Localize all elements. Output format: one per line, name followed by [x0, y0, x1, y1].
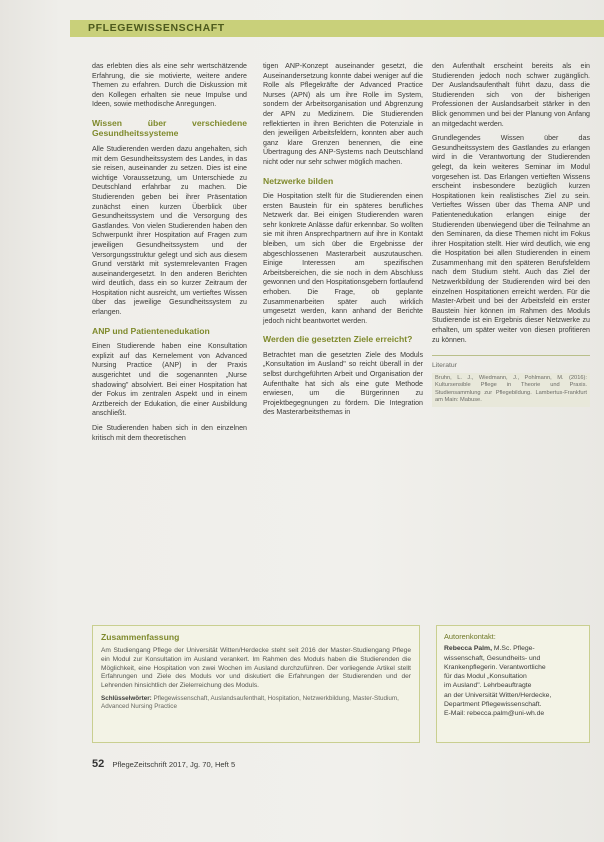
author-name: Rebecca Palm, [444, 645, 492, 653]
literature-heading: Literatur [432, 355, 590, 371]
author-line: Department Pflegewissenschaft. [444, 701, 542, 709]
summary-title: Zusammenfassung [101, 632, 180, 642]
paragraph: Grundlegendes Wissen über das Gesundheitssystem des Gastlandes zu erlangen wird in die Verantwortung der Studierenden gelegt, da kein weiteres Seminar im Modul vorgesehen ist. Das Erlangen vertieften Wissens erscheint insbesondere bezüglich kurzen Hospitationen kein realistisches Ziel zu sein. Vertieftes Wissen über das Thema ANP und Patientenedukation erlangen einige der Studierenden überwiegend über die Teilnahme an den Seminaren, da diese Themen nicht im Fokus ihrer Hospitation stellt. Hier wird deutlich, wie eng die Hospitation bei allen Studierenden in einem Zusammenhang mit den späteren Berufsfeldern nach dem Studium steht. Auch das Ziel der Netzwerkbildung der Studierenden wird bei den einzelnen Hospitationen erreicht werden. Für die Master-Arbeit und bei der Arbeitsfeld ein erster Baustein hier können im Rahmen des Moduls Studierende ist ein Ergebnis dieser Netzwerke zu erhalten, um später weiter von diesen profitieren zu können. [432, 134, 590, 344]
author-line: M.Sc. Pflege- [493, 645, 535, 653]
column-3 [432, 62, 590, 407]
author-contact-title: Autorenkontakt: [444, 632, 496, 641]
author-line: an der Universität Witten/Herdecke, [444, 691, 552, 699]
column-2 [263, 62, 423, 423]
author-email[interactable]: E-Mail: rebecca.palm@uni-wh.de [444, 710, 545, 718]
paragraph: Betrachtet man die gesetzten Ziele des Moduls „Konsultation im Ausland" so reicht überall in der selbst durchgeführten Arbeit und Organisation der Aufenthalte hat sich als eine gute Methode erwiesen, um die Bürgerinnen zu Projektbegegnungen zu fördern. Die Integration des Masterarbeitsthemas in [263, 350, 423, 417]
summary-text: Am Studiengang Pflege der Universität Witten/Herdecke steht seit 2016 der Master-Studiengang Pflege ein Modul zur Konsultation im Ausland verankert. Im Rahmen des Moduls haben die Studierenden die Möglichkeit, eine Hospitation von zwei Wochen im Ausland durchzuführen. Der vorliegende Artikel stellt Erfahrungen und Ziele des Moduls vor und diskutiert die Erfahrungen der Studierenden und der Lehrenden hinsichtlich der Zielerreichung des Moduls. [101, 647, 411, 690]
summary-box [92, 625, 420, 743]
author-line: für das Modul „Konsultation [444, 673, 527, 681]
author-line: im Ausland". Lehrbeauftragte [444, 682, 532, 690]
section-header-bar [70, 20, 604, 37]
author-line: Krankenpflegerin. Verantwortliche [444, 663, 546, 671]
paragraph: Alle Studierenden werden dazu angehalten, sich mit dem Gesundheitssystem des Landes, in das sie reisen, auseinander zu setzen. Dies ist eine wichtige Voraussetzung, um Unterschiede zu Deutschland erfahrbar zu machen. Die Studierenden geben bei ihrer Präsentation zunächst einen kurzen Überblick über Gesundheitssystem und die Versorgung des Gastlandes. Von vielen Studierenden haben den Schwerpunkt ihrer Hospitation auf Fragen zum jeweiligen Gesundheitssystem und der Versorgungsstruktur gelegt und sich aus diesem Grund verstärkt mit systemrelevanten Fragen auseinandergesetzt. In den anderen Berichten wird deutlich, dass ein so kurzer Zeitraum der Hospitation nicht ausreicht, um vertieftes Wissen über das jeweilige Gesundheitssystem zu erlangen. [92, 144, 247, 317]
subheading-gesundheitssysteme: Wissen über verschiedene Gesundheitssysteme [92, 117, 247, 139]
author-line: wissenschaft, Gesundheits- und [444, 654, 541, 662]
journal-citation: PflegeZeitschrift 2017, Jg. 70, Heft 5 [112, 760, 236, 769]
keywords-label: Schlüsselwörter: [101, 694, 152, 702]
page-number: 52 [92, 758, 105, 770]
literature-reference: Bruhn, L. J., Wiedmann, J., Pohlmann, M. (2016): Kultursensible Pflege in Theorie und Praxis. Studiensammlung zur Pflegebildung. Lambertus-Frankfurt am Main: Mabuse. [432, 373, 590, 407]
section-title: PFLEGEWISSENSCHAFT [88, 22, 225, 34]
column-1 [92, 62, 247, 448]
subheading-netzwerke: Netzwerke bilden [263, 175, 334, 186]
subheading-anp: ANP und Patientenedukation [92, 325, 210, 336]
paragraph: Die Hospitation stellt für die Studierenden einen ersten Baustein für ein späteres berufliches Netzwerk dar. Bei einigen Studierenden waren sehr konkrete Anlässe dafür erkennbar. So wollten sie mit ihren Ansprechpartnern auf ihre in Kontakt bleiben, um sich über die Ergebnisse der abgeschlossenen Masterarbeit auszutauschen. Einige Interessen am spezifischen Arbeitsbereichen, die sie noch in dem Abschluss gewonnen und den Hospitationsgebern fortlaufend erhoben. Die Frage, ob geplante Zusammenarbeiten später auch wirklich umgesetzt werden, kann anhand der Berichte jedoch nicht beantwortet werden. [263, 192, 423, 325]
paragraph: das erlebten dies als eine sehr wertschätzende Erfahrung, die sie motivierte, weitere andere Themen zu erfahren. Durch die Diskussion mit den Kollegen erhalten sie neue Impulse und Ideen, sowie methodische Anregungen. [92, 62, 247, 109]
paragraph: tigen ANP-Konzept auseinander gesetzt, die Auseinandersetzung konnte dabei weniger auf die Rolle als Pflegekräfte der Advanced Practice Nurses (APN) als um ihre Rolle im System, sondern der Arbeitsorganisation und Abgrenzung der APN zu Medizinern. Die Studierenden reflektierten in ihren Berichten die Potenziale in den jeweiligen Arbeitsfeldern, konnten aber auch ganz klare Grenzen benennen, die eine Übertragung des ANP-Systems nach Deutschland nicht oder nur sehr schwer möglich machen. [263, 62, 423, 166]
paragraph: Einen Studierende haben eine Konsultation explizit auf das Kernelement von Advanced Nursing Practice (ANP) in der Praxis ausgerichtet und die sogenannten „Nurse shadowing" absolviert. Bei einer Hospitation hat der Fokus im zentralen Aspekt und in einem Arztbereich der Edukation, die einer Ausbildung anschließt. [92, 342, 247, 418]
keywords-text: Pflegewissenschaft, Auslandsaufenthalt, Hospitation, Netzwerkbildung, Master-Studium, Advanced Nursing Practice [101, 694, 399, 711]
subheading-ziele: Werden die gesetzten Ziele erreicht? [263, 334, 413, 345]
paragraph: den Aufenthalt erscheint bereits als ein Studierenden jedoch noch schwer zugänglich. Der Auslandsaufenthalt führt dazu, dass die Studierenden sich von der bisherigen Professionen der Auslandsarbeit stärker in den Blick genommen und bei der Planung von Anfang an mitgedacht werden. [432, 62, 590, 128]
paragraph: Die Studierenden haben sich in den einzelnen kritisch mit dem theoretischen [92, 423, 247, 442]
page-footer [92, 758, 235, 770]
keywords [101, 695, 411, 712]
author-contact-box [436, 625, 590, 743]
